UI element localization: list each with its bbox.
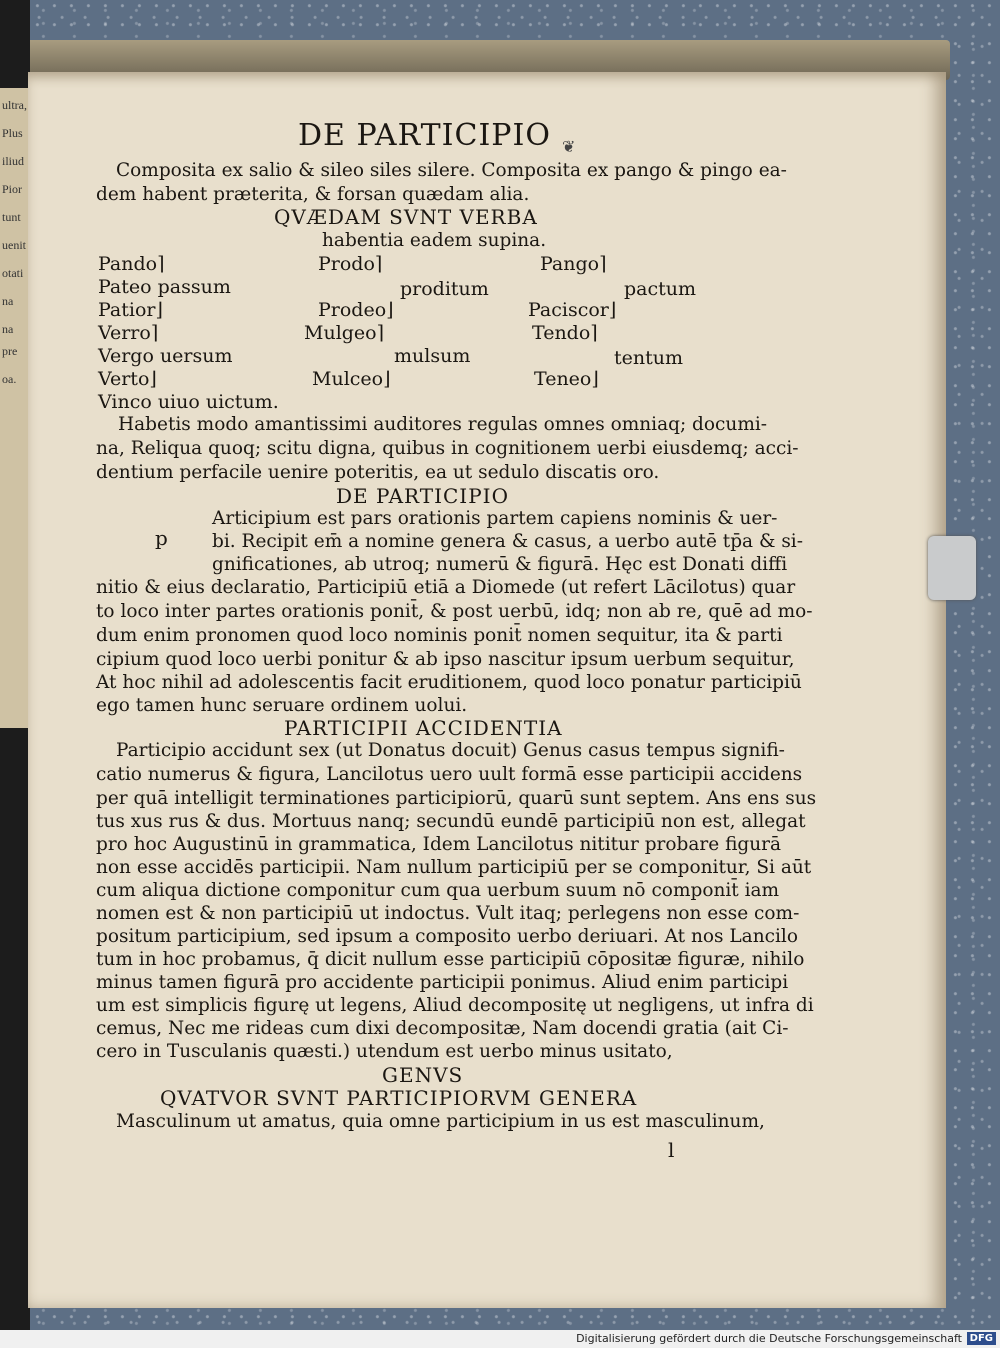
text-line: nitio & eius declaratio, Participiū etiā a Diomede (ut refert Lācilotus) quar — [96, 577, 796, 598]
verb-cell: Patior⌋ — [98, 299, 163, 321]
text-line: to loco inter partes orationis ponit̄, & post uerbū, idq; non ab re, quē ad mo- — [96, 601, 813, 622]
text-line: dum enim pronomen quod loco nominis ponit̄ nomen sequitur, ita & parti — [96, 625, 783, 646]
text-line: Habetis modo amantissimi auditores regulas omnes omniaq; documi- — [118, 414, 768, 435]
prev-fragment: iliud — [2, 154, 25, 168]
verb-cell: proditum — [400, 278, 489, 300]
section-heading: QVÆDAM SVNT VERBA — [274, 205, 538, 229]
text-line: cero in Tusculanis quæsti.) utendum est uerbo minus usitato, — [96, 1041, 673, 1062]
text-line: non esse accidēs participii. Nam nullum participiū per se componitur, Si aūt — [96, 857, 812, 878]
text-line: catio numerus & figura, Lancilotus uero uult formā esse participii accidens — [96, 764, 803, 785]
signature-mark: l — [668, 1138, 675, 1162]
verb-cell: Paciscor⌋ — [528, 299, 617, 321]
prev-fragment: na — [2, 294, 14, 308]
text-line: gnificationes, ab utroq; numerū & figurā. Hęc est Donati diffi — [212, 554, 788, 575]
footer-bar — [0, 1330, 1000, 1348]
prev-fragment: uenit — [2, 238, 26, 252]
verb-cell: Mulceo⌋ — [312, 368, 391, 390]
verb-cell: Pateo passum — [98, 276, 231, 298]
verb-cell: Vinco uiuo uictum. — [98, 391, 279, 413]
verb-cell: Verro⌉ — [98, 322, 159, 344]
text-line: ego tamen hunc seruare ordinem uolui. — [96, 695, 468, 716]
page-clip — [928, 536, 976, 600]
text-line: Masculinum ut amatus, quia omne participium in us est masculinum, — [116, 1111, 765, 1132]
fleuron-icon: ❦ — [562, 139, 576, 156]
verb-cell: Teneo⌋ — [534, 368, 599, 390]
text-line: um est simplicis figurę ut legens, Aliud decompositę ut negligens, ut infra di — [96, 995, 814, 1016]
text-line: At hoc nihil ad adolescentis facit eruditionem, quod loco ponatur participiū — [96, 672, 802, 693]
previous-page-fragment — [0, 88, 30, 728]
verb-cell: Prodo⌉ — [318, 253, 383, 275]
verb-cell: Mulgeo⌉ — [304, 322, 385, 344]
text-line: cum aliqua dictione componitur cum qua uerbum suum nō componit̄ iam — [96, 880, 780, 901]
prev-fragment: Plus — [2, 126, 23, 140]
text-line: tum in hoc probamus, q̄ dicit nullum esse participiū cōpositæ figuræ, nihilo — [96, 949, 805, 970]
prev-fragment: otati — [2, 266, 24, 280]
verb-cell: tentum — [614, 347, 684, 369]
verb-cell: Vergo uersum — [98, 345, 233, 367]
text-line: tus xus rus & dus. Mortuus nanq; secundū eundē participiū non est, allegat — [96, 811, 806, 832]
text-line: dem habent præterita, & forsan quædam alia. — [96, 184, 530, 205]
text-line: nomen est & non participiū ut indoctus. Vult itaq; perlegens non esse com- — [96, 903, 800, 924]
text-line: per quā intelligit terminationes participiorū, quarū sunt septem. Ans ens sus — [96, 788, 817, 809]
prev-fragment: Pior — [2, 182, 23, 196]
verb-cell: Tendo⌉ — [532, 322, 598, 344]
text-line: cemus, Nec me rideas cum dixi decompositæ, Nam docendi gratia (ait Ci- — [96, 1018, 789, 1039]
prev-fragment: tunt — [2, 210, 21, 224]
section-heading: QVATVOR SVNT PARTICIPIORVM GENERA — [160, 1086, 638, 1110]
prev-fragment: na pre — [2, 322, 18, 358]
drop-cap: p — [155, 526, 168, 550]
footer-credit: Digitalisierung gefördert durch die Deutsche Forschungsgemeinschaft — [576, 1332, 962, 1345]
section-heading: GENVS — [382, 1063, 464, 1087]
prev-fragment: oa. — [2, 372, 17, 386]
verb-cell: Pando⌉ — [98, 253, 165, 275]
page-title: DE PARTICIPIO — [298, 118, 551, 153]
subheading: habentia eadem supina. — [322, 230, 547, 251]
text-line: pro hoc Augustinū in grammatica, Idem Lancilotus nititur probare figurā — [96, 834, 782, 855]
text-line: Participio accidunt sex (ut Donatus docuit) Genus casus tempus signifi- — [116, 740, 785, 761]
text-line: Composita ex salio & sileo siles silere. Composita ex pango & pingo ea- — [116, 160, 787, 181]
text-line: bi. Recipit em̄ a nomine genera & casus, a uerbo autē tp̄a & si- — [212, 531, 803, 552]
section-heading: PARTICIPII ACCIDENTIA — [284, 716, 563, 740]
text-line: minus tamen figurā pro accidente participii ponimus. Aliud enim participi — [96, 972, 789, 993]
text-line: Articipium est pars orationis partem capiens nominis & uer- — [212, 508, 778, 529]
prev-fragment: ultra, — [2, 98, 27, 112]
text-line: na, Reliqua quoq; scitu digna, quibus in cognitionem uerbi eiusdemq; acci- — [96, 438, 799, 459]
verb-cell: mulsum — [394, 345, 471, 367]
verb-cell: Pango⌉ — [540, 253, 607, 275]
dfg-logo: DFG — [967, 1332, 996, 1345]
text-line: cipium quod loco uerbi ponitur & ab ipso nascitur ipsum uerbum sequitur, — [96, 649, 795, 670]
verb-cell: Prodeo⌋ — [318, 299, 394, 321]
section-heading: DE PARTICIPIO — [336, 484, 509, 508]
text-line: dentium perfacile uenire poteritis, ea ut sedulo discatis oro. — [96, 462, 660, 483]
verb-cell: pactum — [624, 278, 697, 300]
verb-cell: Verto⌋ — [98, 368, 157, 390]
text-line: positum participium, sed ipsum a composito uerbo deriuari. At nos Lancilo — [96, 926, 798, 947]
